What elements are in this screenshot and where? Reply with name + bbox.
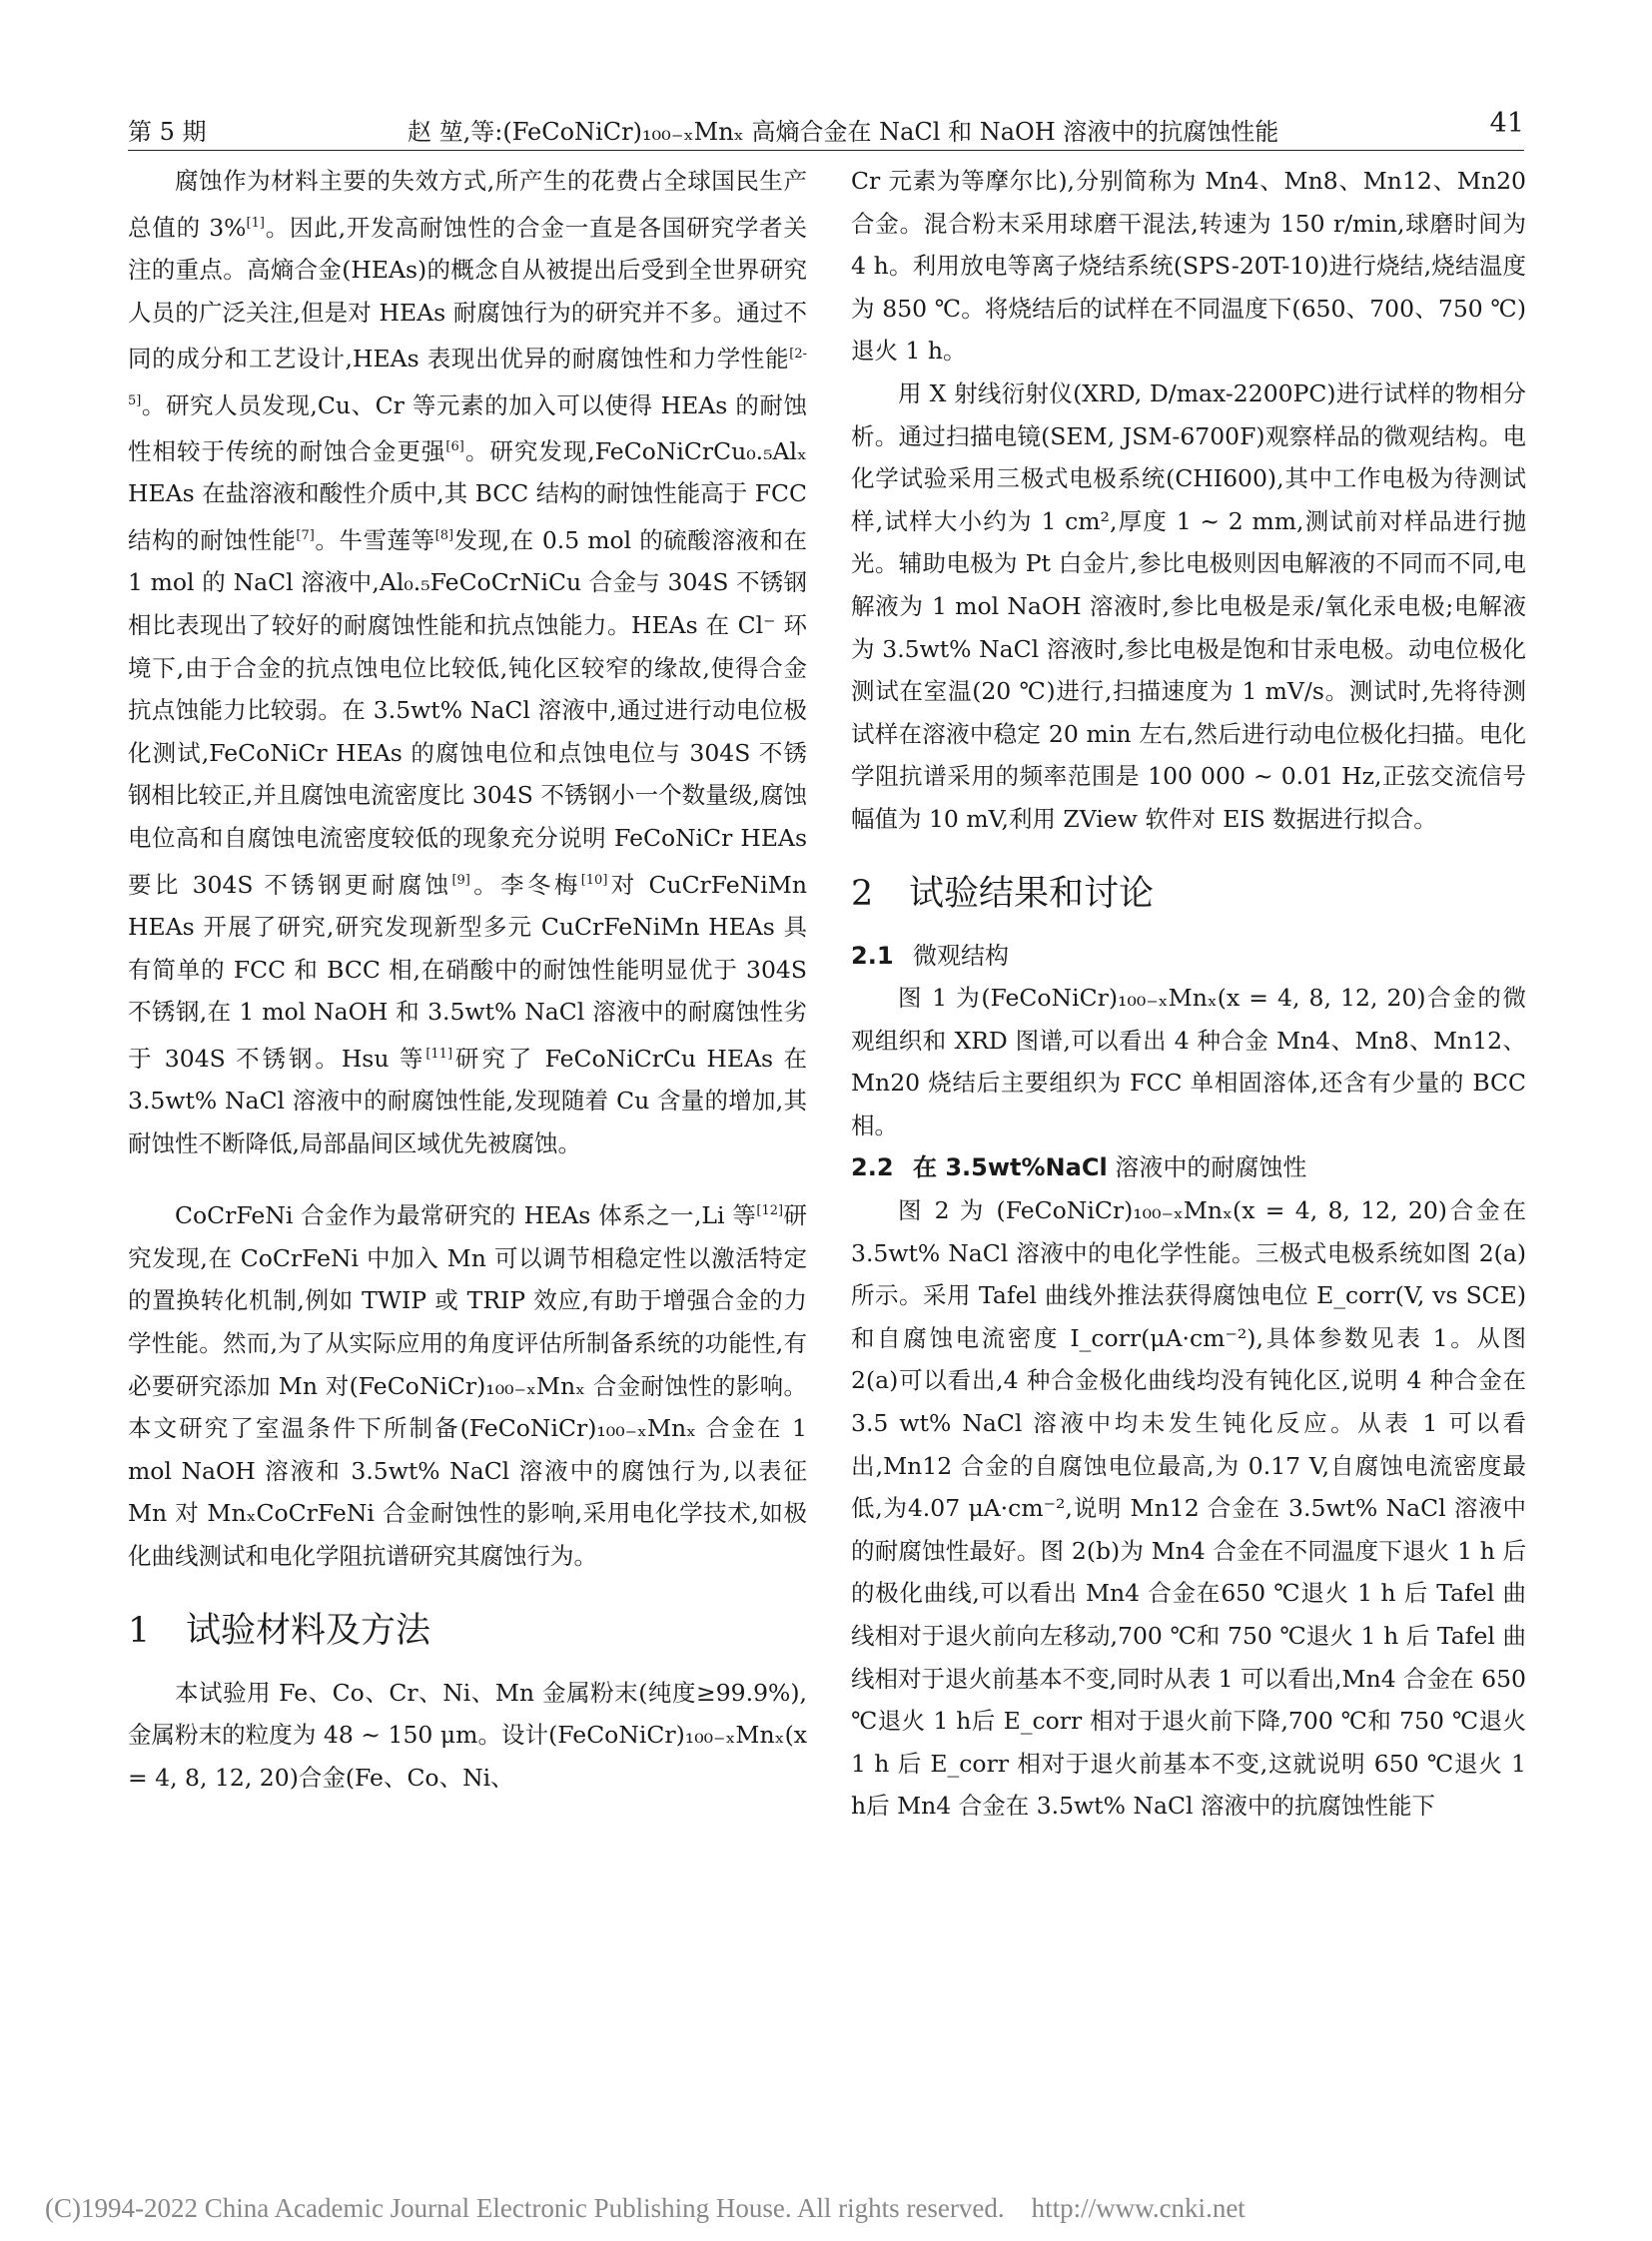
citation-6[interactable]: [6] [445, 439, 464, 455]
citation-8[interactable]: [8] [434, 528, 454, 544]
paragraph-nacl-corrosion: 图 2 为 (FeCoNiCr)₁₀₀₋ₓMnₓ(x = 4, 8, 12, 20)合金在 3.5wt% NaCl 溶液中的电化学性能。三极式电极系统如图 2(a)所示。采用 Tafel 曲线外推法获得腐蚀电位 E_corr(V, vs SCE)和自腐蚀电流密度 I_corr(μA·cm⁻²),具体参数见表 1。从图 2(a)可以看出,4 种合金极化曲线均没有钝化区,说明 4 种合金在 3.5 wt% NaCl 溶液中均未发生钝化反应。从表 1 可以看出,Mn12 合金的自腐蚀电位最高,为 0.17 V,自腐蚀电流密度最低,为4.07 μA·cm⁻²,说明 Mn12 合金在 3.5wt% NaCl 溶液中的耐腐蚀性最好。图 2(b)为 Mn4 合金在不同温度下退火 1 h 后的极化曲线,可以看出 Mn4 合金在650 ℃退火 1 h 后 Tafel 曲线相对于退火前向左移动,700 ℃和 750 ℃退火 1 h 后 Tafel 曲线相对于退火前基本不变,同时从表 1 可以看出,Mn4 合金在 650 ℃退火 1 h后 E_corr 相对于退火前下降,700 ℃和 750 ℃退火 1 h 后 E_corr 相对于退火前基本不变,这就说明 650 ℃退火 1 h后 Mn4 合金在 3.5wt% NaCl 溶液中的抗腐蚀性能下 [851, 1196, 1526, 1821]
section-1-number: 1 [128, 1610, 151, 1651]
citation-10[interactable]: [10] [580, 872, 608, 888]
paragraph-materials: 本试验用 Fe、Co、Cr、Ni、Mn 金属粉末(纯度≥99.9%),金属粉末的粒度为 48 ~ 150 μm。设计(FeCoNiCr)₁₀₀₋ₓMnₓ(x = 4, 8, 12, 20)合金(Fe、Co、Ni、 [128, 1678, 807, 1792]
subsection-2-1-title: 微观结构 [913, 941, 1009, 970]
subsection-2-2-heading [851, 1146, 1526, 1189]
paragraph-materials-cont: Cr 元素为等摩尔比),分别简称为 Mn4、Mn8、Mn12、Mn20 合金。混合粉末采用球磨干混法,转速为 150 r/min,球磨时间为 4 h。利用放电等离子烧结系统(SPS-20T-10)进行烧结,烧结温度为 850 ℃。将烧结后的试样在不同温度下(650、700、750 ℃)退火 1 h。 [851, 167, 1526, 366]
citation-9[interactable]: [9] [451, 872, 470, 888]
citation-12[interactable]: [12] [756, 1203, 784, 1219]
citation-2-5[interactable]: [2-5] [128, 347, 807, 408]
subsection-2-1-number: 2.1 [851, 941, 894, 970]
subsection-2-2-title-bold: 在 3.5wt%NaCl [913, 1153, 1108, 1182]
section-2-number: 2 [851, 873, 874, 914]
running-title: 赵 堃,等:(FeCoNiCr)₁₀₀₋ₓMnₓ 高熵合金在 NaCl 和 NaOH 溶液中的抗腐蚀性能 [408, 118, 1279, 146]
paragraph-intro: 腐蚀作为材料主要的失效方式,所产生的花费占全球国民生产总值的 3%[1]。因此,开发高耐蚀性的合金一直是各国研究学者关注的重点。高熵合金(HEAs)的概念自从被提出后受到全世界研究人员的广泛关注,但是对 HEAs 耐腐蚀行为的研究并不多。通过不同的成分和工艺设计,HEAs 表现出优异的耐腐蚀性和力学性能[2-5]。研究人员发现,Cu、Cr 等元素的加入可以使得 HEAs 的耐蚀性相较于传统的耐蚀合金更强[6]。研究发现,FeCoNiCrCu₀.₅Alₓ HEAs 在盐溶液和酸性介质中,其 BCC 结构的耐蚀性能高于 FCC 结构的耐蚀性能[7]。牛雪莲等[8]发现,在 0.5 mol 的硫酸溶液和在 1 mol 的 NaCl 溶液中,Al₀.₅FeCoCrNiCu 合金与 304S 不锈钢相比表现出了较好的耐腐蚀性能和抗点蚀能力。HEAs 在 Cl⁻ 环境下,由于合金的抗点蚀电位比较低,钝化区较窄的缘故,使得合金抗点蚀能力比较弱。在 3.5wt% NaCl 溶液中,通过进行动电位极化测试,FeCoNiCr HEAs 的腐蚀电位和点蚀电位与 304S 不锈钢相比较正,并且腐蚀电流密度比 304S 不锈钢小一个数量级,腐蚀电位高和自腐蚀电流密度较低的现象充分说明 FeCoNiCr HEAs 要比 304S 不锈钢更耐腐蚀[9]。李冬梅[10]对 CuCrFeNiMn HEAs 开展了研究,研究发现新型多元 CuCrFeNiMn HEAs 具有简单的 FCC 和 BCC 相,在硝酸中的耐蚀性能明显优于 304S 不锈钢,在 1 mol NaOH 和 3.5wt% NaCl 溶液中的耐腐蚀性劣于 304S 不锈钢。Hsu 等[11]研究了 FeCoNiCrCu HEAs 在 3.5wt% NaCl 溶液中的耐腐蚀性能,发现随着 Cu 含量的增加,其耐蚀性不断降低,局部晶间区域优先被腐蚀。 [128, 167, 808, 1157]
section-1-heading [128, 1598, 807, 1664]
paragraph-microstructure: 图 1 为(FeCoNiCr)₁₀₀₋ₓMnₓ(x = 4, 8, 12, 20)合金的微观组织和 XRD 图谱,可以看出 4 种合金 Mn4、Mn8、Mn12、Mn20 烧结后主要组织为 FCC 单相固溶体,还含有少量的 BCC 相。 [851, 984, 1526, 1139]
citation-7[interactable]: [7] [296, 528, 315, 544]
section-2-heading [851, 861, 1526, 927]
section-1-title: 试验材料及方法 [186, 1610, 431, 1651]
subsection-2-2-title: 溶液中的耐腐蚀性 [1107, 1153, 1307, 1182]
footer-copyright: (C)1994-2022 China Academic Journal Electronic Publishing House. All rights reserved. [45, 2193, 1005, 2223]
citation-11[interactable]: [11] [425, 1046, 453, 1062]
citation-1[interactable]: [1] [246, 215, 265, 231]
subsection-2-1-heading [851, 935, 1526, 978]
section-2-title: 试验结果和讨论 [909, 873, 1155, 914]
paragraph-methods: 用 X 射线衍射仪(XRD, D/max-2200PC)进行试样的物相分析。通过扫描电镜(SEM, JSM-6700F)观察样品的微观结构。电化学试验采用三极式电极系统(CHI600),其中工作电极为待测试样,试样大小约为 1 cm²,厚度 1 ~ 2 mm,测试前对样品进行抛光。辅助电极为 Pt 白金片,参比电极则因电解液的不同而不同,电解液为 1 mol NaOH 溶液时,参比电极是汞/氧化汞电极;电解液为 3.5wt% NaCl 溶液时,参比电极是饱和甘汞电极。动电位极化测试在室温(20 ℃)进行,扫描速度为 1 mV/s。测试时,先将待测试样在溶液中稳定 20 min 左右,然后进行动电位极化扫描。电化学阻抗谱采用的频率范围是 100 000 ~ 0.01 Hz,正弦交流信号幅值为 10 mV,利用 ZView 软件对 EIS 数据进行拟合。 [851, 378, 1526, 833]
running-header [128, 108, 1524, 148]
issue-label: 第 5 期 [128, 118, 207, 146]
paragraph-cocrfeni: CoCrFeNi 合金作为最常研究的 HEAs 体系之一,Li 等[12]研究发现,在 CoCrFeNi 中加入 Mn 可以调节相稳定性以激活特定的置换转化机制,例如 TWIP 或 TRIP 效应,有助于增强合金的力学性能。然而,为了从实际应用的角度评估所制备系统的功能性,有必要研究添加 Mn 对(FeCoNiCr)₁₀₀₋ₓMnₓ 合金耐蚀性的影响。本文研究了室温条件下所制备(FeCoNiCr)₁₀₀₋ₓMnₓ 合金在 1 mol NaOH 溶液和 3.5wt% NaCl 溶液中的腐蚀行为,以表征 Mn 对 MnₓCoCrFeNi 合金耐蚀性的影响,采用电化学技术,如极化曲线测试和电化学阻抗谱研究其腐蚀行为。 [128, 1201, 807, 1571]
footer [45, 2193, 1245, 2224]
header-rule [128, 150, 1524, 151]
left-column [128, 160, 807, 1799]
page-number: 41 [1489, 108, 1524, 139]
subsection-2-2-number: 2.2 [851, 1153, 894, 1182]
right-column [851, 160, 1526, 1828]
footer-url[interactable]: http://www.cnki.net [1031, 2193, 1245, 2223]
paragraph-gap [128, 1164, 807, 1190]
